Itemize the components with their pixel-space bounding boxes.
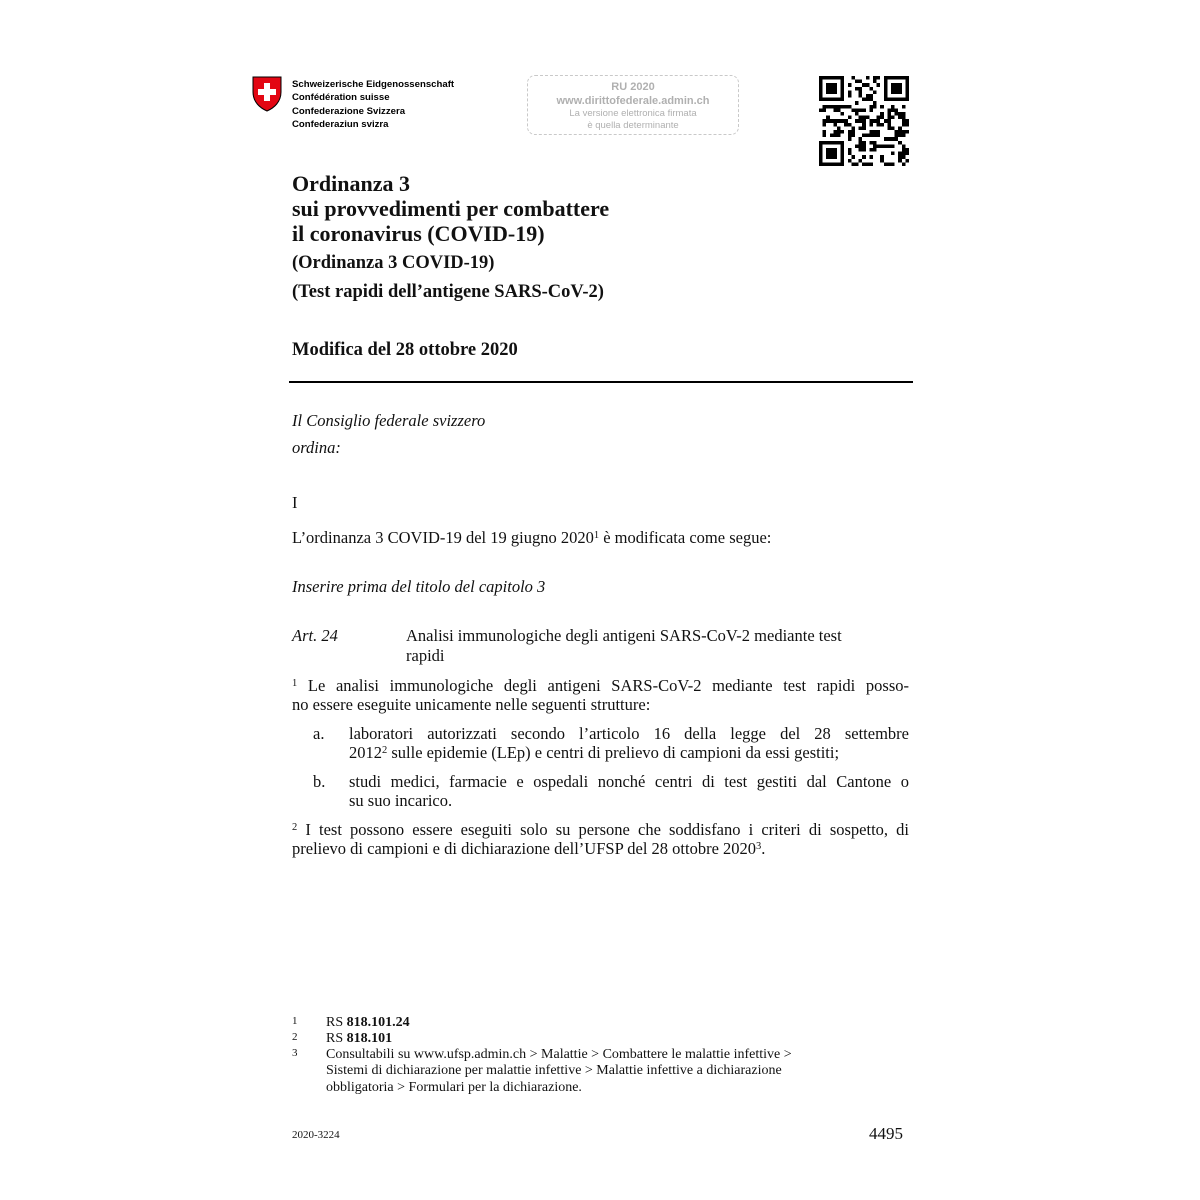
footnote-ref-3: 3: [756, 841, 762, 852]
publication-stamp: [527, 75, 739, 135]
footnote-1: [326, 1015, 410, 1032]
footnote-2: [326, 1031, 392, 1048]
item-a-letter: a.: [313, 724, 325, 743]
stamp-url: www.dirittofederale.admin.ch: [556, 95, 710, 107]
paragraph-2-end: .: [761, 839, 766, 858]
stamp-ru: RU 2020: [611, 81, 655, 93]
footnote-2-number: 2: [292, 1031, 298, 1043]
qr-code-icon: [819, 76, 909, 166]
stamp-note-1: La versione elettronica firmata: [569, 108, 697, 119]
preamble-orders: ordina:: [292, 438, 341, 457]
stamp-note-2: è quella determinante: [587, 120, 679, 131]
footnote-1-number: 1: [292, 1015, 298, 1027]
footnote-1-rs-number: 818.101.24: [346, 1015, 410, 1030]
paragraph-1-number: 1: [292, 678, 298, 689]
preamble-council: Il Consiglio federale svizzero: [292, 411, 486, 430]
modification-date: Modifica del 28 ottobre 2020: [292, 340, 518, 360]
paragraph-1-line-1: [292, 676, 909, 695]
confederation-it: Confederazione Svizzera: [292, 105, 406, 117]
article-number: Art. 24: [292, 626, 338, 645]
intro-sentence: [292, 528, 771, 547]
item-b-line-2: su suo incarico.: [349, 791, 453, 810]
intro-text: L’ordinanza 3 COVID-19 del 19 giugno 2020: [292, 528, 594, 547]
paragraph-2-number: 2: [292, 822, 298, 833]
confederation-names: [292, 78, 454, 132]
article-heading-line-2: rapidi: [406, 646, 445, 665]
confederation-rm: Confederaziun svizra: [292, 119, 389, 131]
document-title: [292, 171, 609, 246]
footnote-ref-2: 2: [382, 745, 388, 756]
paragraph-1-text-1: Le analisi immunologiche degli antigeni SARS-CoV-2 mediante test rapidi posso-: [297, 676, 909, 695]
footnote-2-rs-number: 818.101: [346, 1031, 393, 1046]
paragraph-2-line-1: [292, 820, 909, 839]
section-number: I: [292, 493, 298, 512]
footnote-3-number: 3: [292, 1047, 298, 1059]
topic-title: (Test rapidi dell’antigene SARS-CoV-2): [292, 282, 604, 302]
document-code: 2020-3224: [292, 1129, 340, 1141]
footnote-ref-1: 1: [593, 530, 600, 541]
footnote-3-line-3: obbligatoria > Formulari per la dichiarazione.: [326, 1080, 582, 1095]
footnote-1-prefix: RS: [326, 1015, 347, 1030]
paragraph-2-line-2: [292, 839, 765, 858]
confederation-de: Schweizerische Eidgenossenschaft: [292, 79, 455, 90]
paragraph-1-line-2: no essere eseguite unicamente nelle seguenti strutture:: [292, 695, 651, 714]
paragraph-2-text-2: prelievo di campioni e di dichiarazione dell’UFSP del 28 ottobre 2020: [292, 839, 757, 858]
footnote-2-prefix: RS: [326, 1031, 347, 1046]
footnote-3-line-2: Sistemi di dichiarazione per malattie infettive > Malattie infettive a dichiarazione: [326, 1063, 782, 1078]
item-a-line-2: [349, 743, 839, 762]
confederation-fr: Confédération suisse: [292, 92, 390, 104]
item-b-line-1: studi medici, farmacie e ospedali nonché centri di test gestiti dal Cantone o: [349, 772, 909, 791]
item-a-year: 2012: [349, 743, 382, 762]
item-b-letter: b.: [313, 772, 326, 791]
swiss-cross-shield-icon: [251, 76, 283, 112]
title-line-2: sui provvedimenti per combattere: [292, 196, 610, 221]
title-line-1: Ordinanza 3: [292, 171, 410, 196]
insert-instruction: Inserire prima del titolo del capitolo 3: [292, 577, 546, 596]
item-a-line-1: laboratori autorizzati secondo l’articolo 16 della legge del 28 settembre: [349, 724, 909, 743]
item-a-text-2: sulle epidemie (LEp) e centri di prelievo di campioni da essi gestiti;: [387, 743, 840, 762]
paragraph-2-text-1: I test possono essere eseguiti solo su persone che soddisfano i criteri di sospetto, di: [297, 820, 909, 839]
article-heading-line-1: Analisi immunologiche degli antigeni SARS-CoV-2 mediante test: [406, 626, 842, 645]
intro-end: è modificata come segue:: [599, 528, 772, 547]
short-title: (Ordinanza 3 COVID-19): [292, 253, 495, 273]
title-line-3: il coronavirus (COVID-19): [292, 221, 545, 246]
title-divider: [289, 381, 913, 383]
page-number: 4495: [869, 1124, 903, 1143]
footnote-3-line-1: Consultabili su www.ufsp.admin.ch > Malattie > Combattere le malattie infettive >: [326, 1047, 792, 1062]
